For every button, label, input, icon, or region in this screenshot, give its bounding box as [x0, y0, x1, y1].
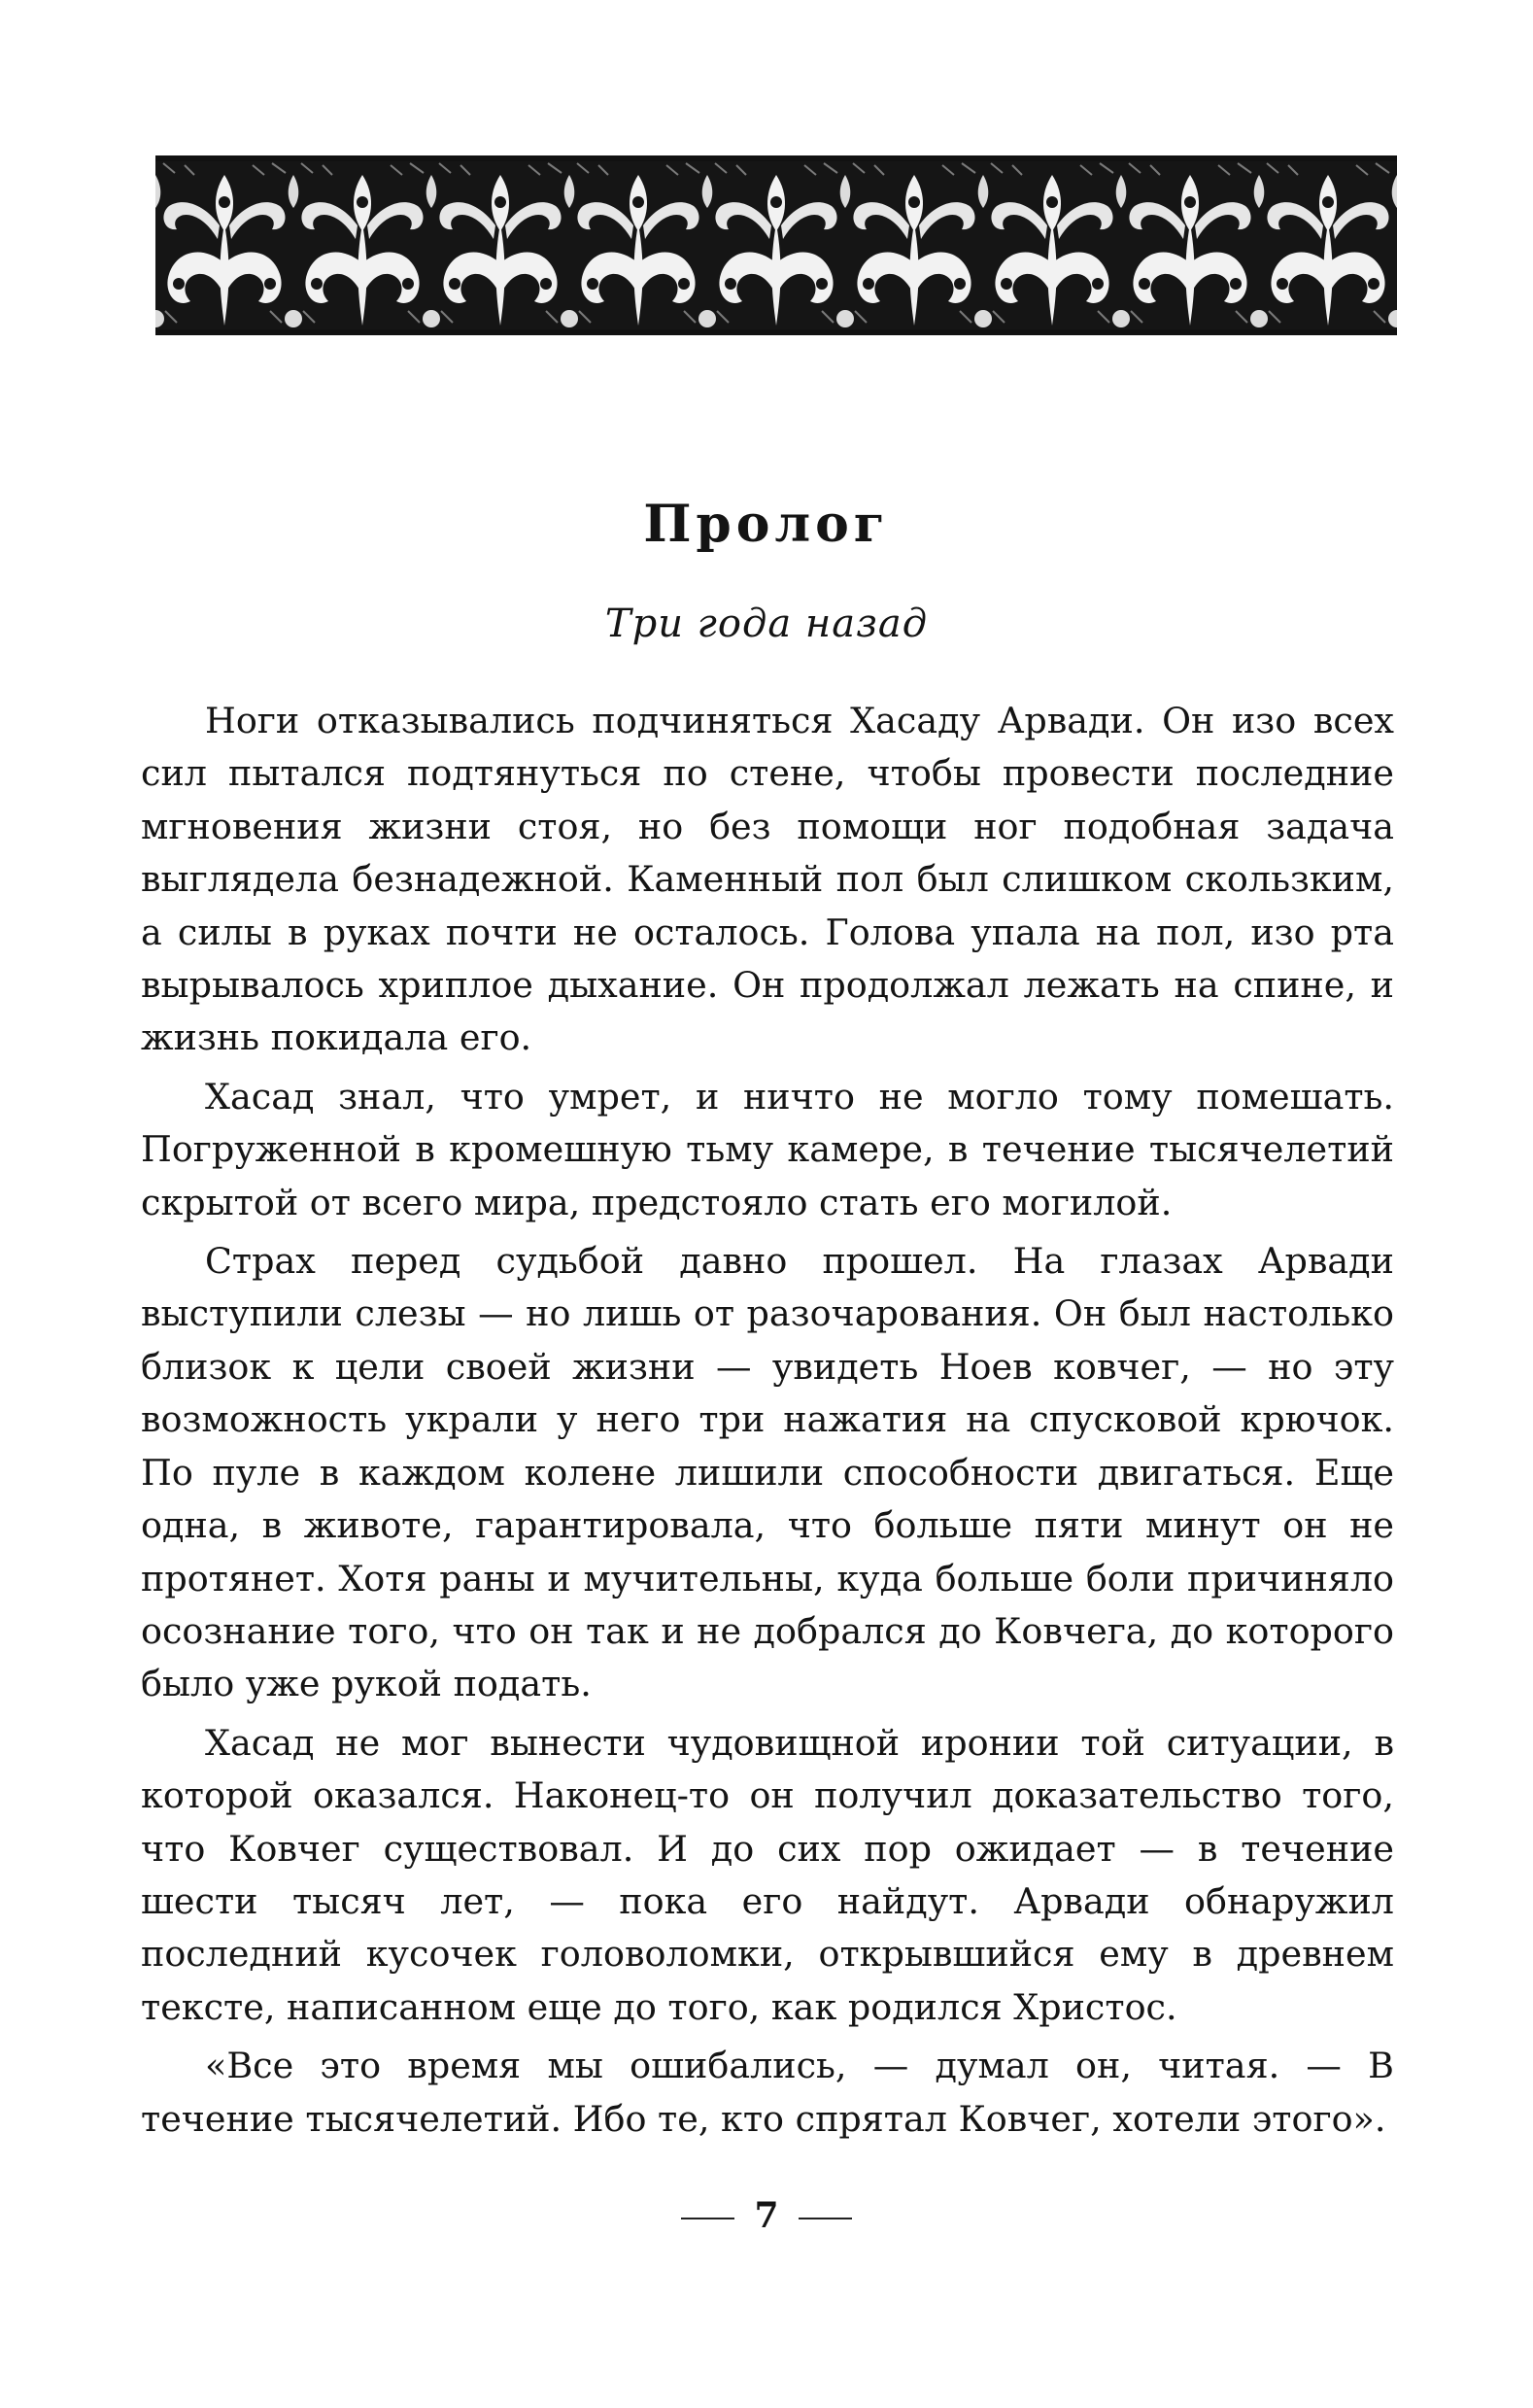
- fleur-de-lis-ornament-icon: [155, 155, 1397, 335]
- paragraph: Хасад знал, что умрет, и ничто не могло тому помешать. Погруженной в кромешную тьму камере, в течение тысячелетий скрытой от всего мира, предстояло стать его могилой.: [141, 1075, 1394, 1223]
- page-dash-right: [799, 2218, 852, 2219]
- chapter-subtitle: Три года назад: [604, 602, 929, 646]
- page-number: 7: [754, 2195, 779, 2236]
- paragraph: «Все это время мы ошибались, — думал он, читая. — В течение тысячелетий. Ибо те, кто спрятал Ковчег, хотели этого».: [141, 2045, 1394, 2140]
- page-footer: [0, 2191, 1533, 2240]
- header-ornament: [155, 155, 1397, 335]
- page-dash-left: [681, 2218, 734, 2219]
- paragraph: Хасад не мог вынести чудовищной иронии той ситуации, в которой оказался. Наконец-то он получил доказательство того, что Ковчег существовал. И до сих пор ожидает — в течение шести тысяч лет, — пока его найдут. Арвади обнаружил последний кусочек головоломки, открывшийся ему в древнем тексте, написанном еще до того, как родился Христос.: [141, 1721, 1394, 2028]
- paragraph: Ноги отказывались подчиняться Хасаду Арвади. Он изо всех сил пытался подтянуться по стене, чтобы провести последние мгновения жизни стоя, но без помощи ног подобная задача выглядела безнадежной. Каменный пол был слишком скользким, а силы в руках почти не осталось. Голова упала на пол, изо рта вырывалось хриплое дыхание. Он продолжал лежать на спине, и жизнь покидала его.: [141, 700, 1394, 1059]
- chapter-title: Пролог: [643, 495, 890, 554]
- body-text: [141, 695, 1394, 2146]
- paragraph: Страх перед судьбой давно прошел. На глазах Арвади выступили слезы — но лишь от разочарования. Он был настолько близок к цели своей жизни — увидеть Ноев ковчег, — но эту возможность украли у него три нажатия на спусковой крючок. По пуле в каждом колене лишили способности двигаться. Еще одна, в животе, гарантировала, что больше пяти минут он не протянет. Хотя раны и мучительны, куда больше боли причиняло осознание того, что он так и не добрался до Ковчега, до которого было уже рукой подать.: [141, 1240, 1394, 1705]
